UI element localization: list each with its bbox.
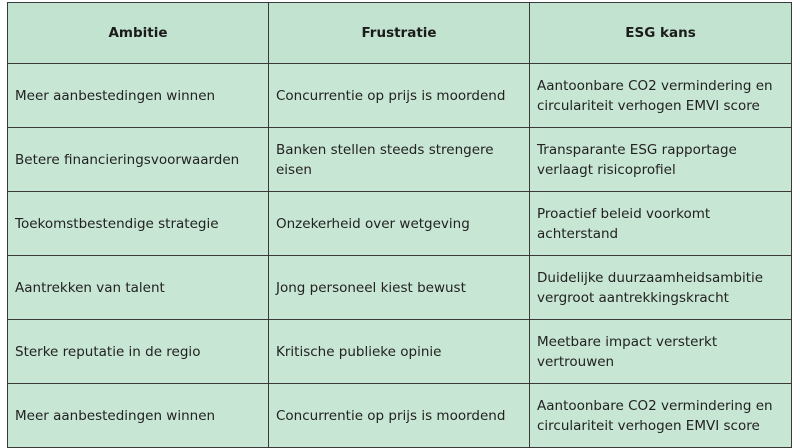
table-header (8, 3, 792, 64)
cell-ambitie: Meer aanbestedingen winnen (8, 384, 269, 448)
cell-frustratie: Concurrentie op prijs is moordend (269, 384, 530, 448)
header-frustratie: Frustratie (269, 3, 530, 64)
cell-esg-kans: Proactief beleid voorkomt achterstand (530, 192, 792, 256)
table-row (8, 256, 792, 320)
cell-ambitie: Sterke reputatie in de regio (8, 320, 269, 384)
cell-frustratie: Concurrentie op prijs is moordend (269, 64, 530, 128)
cell-esg-kans: Aantoonbare CO2 vermindering en circulariteit verhogen EMVI score (530, 64, 792, 128)
table-body (8, 64, 792, 448)
table-row (8, 192, 792, 256)
cell-frustratie: Kritische publieke opinie (269, 320, 530, 384)
cell-ambitie: Meer aanbestedingen winnen (8, 64, 269, 128)
header-row (8, 3, 792, 64)
cell-esg-kans: Transparante ESG rapportage verlaagt risicoprofiel (530, 128, 792, 192)
cell-ambitie: Betere financieringsvoorwaarden (8, 128, 269, 192)
table-row (8, 128, 792, 192)
cell-esg-kans: Duidelijke duurzaamheidsambitie vergroot aantrekkingskracht (530, 256, 792, 320)
cell-ambitie: Toekomstbestendige strategie (8, 192, 269, 256)
cell-esg-kans: Meetbare impact versterkt vertrouwen (530, 320, 792, 384)
table-row (8, 64, 792, 128)
cell-esg-kans: Aantoonbare CO2 vermindering en circulariteit verhogen EMVI score (530, 384, 792, 448)
esg-table-container (7, 2, 791, 440)
header-esg-kans: ESG kans (530, 3, 792, 64)
table-row (8, 384, 792, 448)
cell-frustratie: Banken stellen steeds strengere eisen (269, 128, 530, 192)
table-row (8, 320, 792, 384)
cell-frustratie: Jong personeel kiest bewust (269, 256, 530, 320)
header-ambitie: Ambitie (8, 3, 269, 64)
ambitie-frustratie-esg-table (7, 2, 792, 448)
cell-frustratie: Onzekerheid over wetgeving (269, 192, 530, 256)
cell-ambitie: Aantrekken van talent (8, 256, 269, 320)
